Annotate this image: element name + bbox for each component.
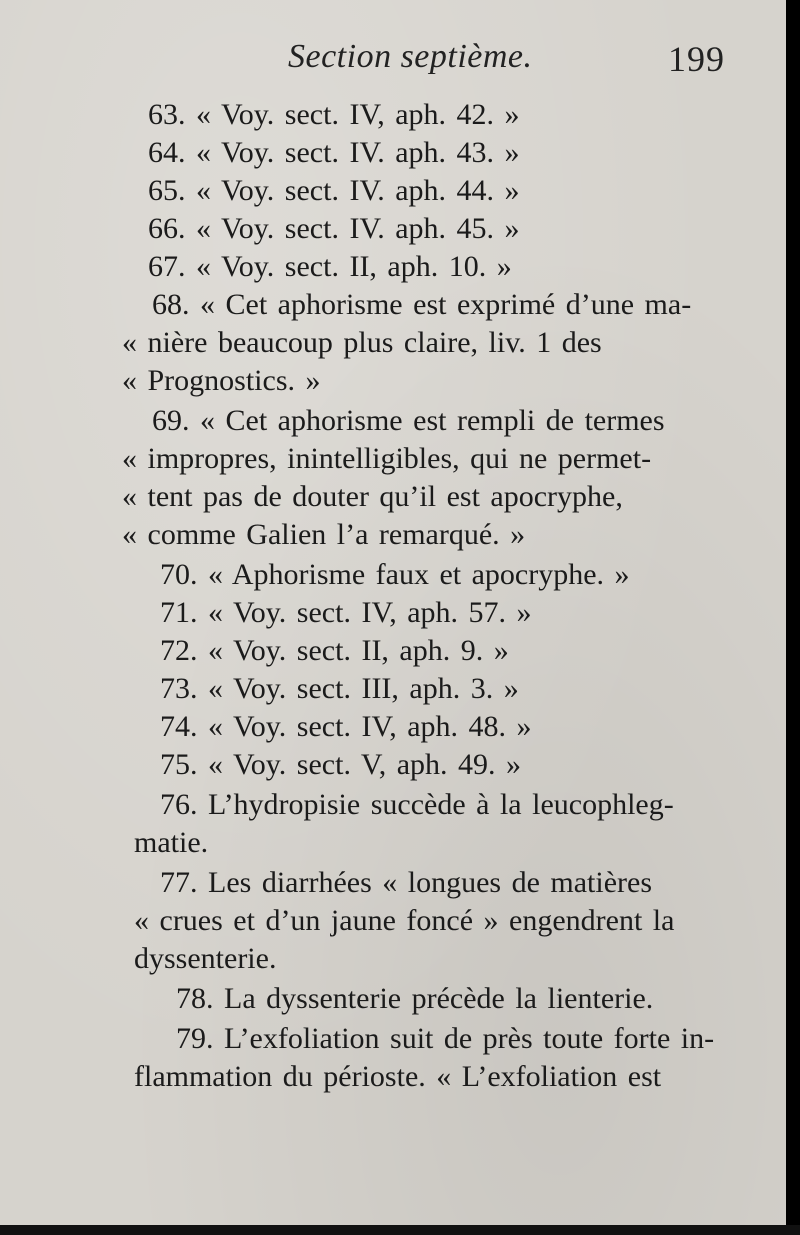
text-line-77: 77. Les diarrhées « longues de matières: [160, 866, 653, 899]
text-line-68-cont-1: « nière beaucoup plus claire, liv. 1 des: [122, 326, 602, 359]
text-line-67: 67. « Voy. sect. II, aph. 10. »: [148, 250, 512, 283]
text-line-77-cont-1: « crues et d’un jaune foncé » engendrent la: [134, 904, 675, 937]
text-line-64: 64. « Voy. sect. IV. aph. 43. »: [148, 136, 520, 169]
text-line-68: 68. « Cet aphorisme est exprimé d’une ma-: [152, 288, 692, 321]
text-line-63: 63. « Voy. sect. IV, aph. 42. »: [148, 98, 520, 131]
page-header: [0, 38, 800, 88]
text-line-75: 75. « Voy. sect. V, aph. 49. »: [160, 748, 522, 781]
text-line-74: 74. « Voy. sect. IV, aph. 48. »: [160, 710, 532, 743]
text-line-76: 76. L’hydropisie succède à la leucophleg-: [160, 788, 674, 821]
text-line-78: 78. La dyssenterie précède la lienterie.: [176, 982, 654, 1015]
text-line-65: 65. « Voy. sect. IV. aph. 44. »: [148, 174, 520, 207]
text-line-71: 71. « Voy. sect. IV, aph. 57. »: [160, 596, 532, 629]
page-edge-shadow: [786, 0, 800, 1235]
text-line-68-cont-2: « Prognostics. »: [122, 364, 321, 397]
text-line-70: 70. « Aphorisme faux et apocryphe. »: [160, 558, 630, 591]
text-line-69-cont-3: « comme Galien l’a remarqué. »: [122, 518, 526, 551]
page-bottom-edge: [0, 1225, 800, 1235]
text-line-69: 69. « Cet aphorisme est rempli de termes: [152, 404, 665, 437]
text-line-72: 72. « Voy. sect. II, aph. 9. »: [160, 634, 509, 667]
text-line-77-cont-2: dyssenterie.: [134, 942, 277, 975]
page-number: 199: [668, 39, 725, 79]
text-line-69-cont-2: « tent pas de douter qu’il est apocryphe,: [122, 480, 623, 513]
running-head: Section septième.: [288, 38, 533, 75]
text-line-76-cont: matie.: [134, 826, 209, 859]
text-line-79: 79. L’exfoliation suit de près toute forte in-: [176, 1022, 715, 1055]
text-line-73: 73. « Voy. sect. III, aph. 3. »: [160, 672, 519, 705]
text-line-79-cont: flammation du périoste. « L’exfoliation est: [134, 1060, 662, 1093]
text-line-69-cont-1: « impropres, inintelligibles, qui ne permet-: [122, 442, 652, 475]
text-line-66: 66. « Voy. sect. IV. aph. 45. »: [148, 212, 520, 245]
